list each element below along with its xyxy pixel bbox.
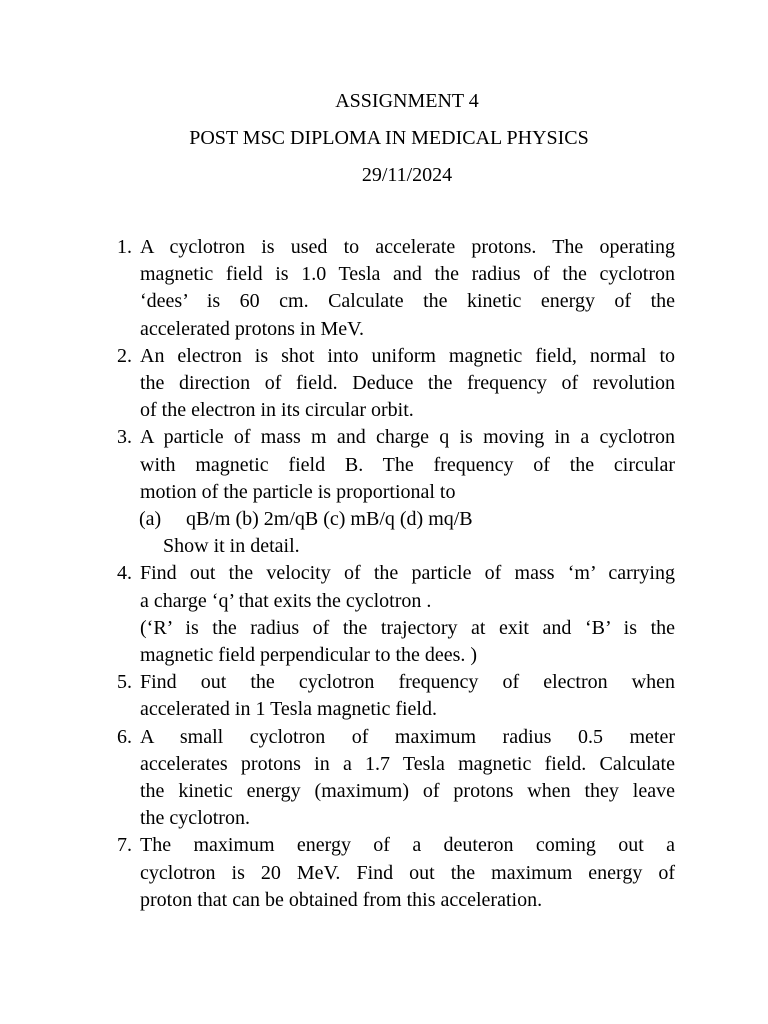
question-line: motion of the particle is proportional to <box>140 480 456 503</box>
question-3 <box>100 424 675 560</box>
question-list <box>100 234 675 914</box>
question-2 <box>100 343 675 425</box>
question-line: Find out the cyclotron frequency of electron when <box>140 671 675 694</box>
question-number: 1. <box>117 236 132 258</box>
question-line: a charge ‘q’ that exits the cyclotron . <box>140 589 432 612</box>
question-line: The maximum energy of a deuteron coming out a <box>140 834 675 857</box>
question-instruction: Show it in detail. <box>163 535 300 558</box>
question-line: proton that can be obtained from this acceleration. <box>140 888 543 911</box>
question-6 <box>100 724 675 833</box>
assignment-title: ASSIGNMENT 4 <box>335 90 479 112</box>
question-1 <box>100 234 675 343</box>
question-line: ‘dees’ is 60 cm. Calculate the kinetic energy of the <box>140 290 675 313</box>
question-number: 4. <box>117 562 132 585</box>
question-number: 7. <box>117 834 132 857</box>
question-line: the kinetic energy (maximum) of protons when they leave <box>140 780 675 803</box>
question-number: 3. <box>117 426 132 449</box>
question-line: (‘R’ is the radius of the trajectory at exit and ‘B’ is the <box>140 616 675 639</box>
question-line: the direction of field. Deduce the frequency of revolution <box>140 372 675 395</box>
question-line: A particle of mass m and charge q is moving in a cyclotron <box>140 426 675 449</box>
question-line: magnetic field is 1.0 Tesla and the radius of the cyclotron <box>140 263 675 286</box>
assignment-date: 29/11/2024 <box>361 164 453 186</box>
question-line: with magnetic field B. The frequency of the circular <box>140 453 675 476</box>
question-number: 2. <box>117 344 132 367</box>
question-line: of the electron in its circular orbit. <box>140 399 414 422</box>
question-line: A cyclotron is used to accelerate protons. The operating <box>140 236 675 258</box>
question-line: An electron is shot into uniform magnetic field, normal to <box>140 344 675 367</box>
question-line: cyclotron is 20 MeV. Find out the maximum energy of <box>140 861 675 884</box>
question-line: A small cyclotron of maximum radius 0.5 meter <box>140 725 675 748</box>
question-7 <box>100 832 675 914</box>
option-label: (a) <box>139 508 162 531</box>
question-line: Find out the velocity of the particle of mass ‘m’ carrying <box>140 562 675 585</box>
question-4 <box>100 560 675 669</box>
option-text: qB/m (b) 2m/qB (c) mB/q (d) mq/B <box>186 508 473 531</box>
question-line: the cyclotron. <box>140 807 250 830</box>
question-number: 6. <box>117 725 132 748</box>
question-number: 5. <box>117 671 132 694</box>
course-title: POST MSC DIPLOMA IN MEDICAL PHYSICS <box>189 127 589 149</box>
question-line: accelerated in 1 Tesla magnetic field. <box>140 698 437 721</box>
question-5 <box>100 669 675 723</box>
answer-options <box>139 506 675 533</box>
question-line: magnetic field perpendicular to the dees. ) <box>140 644 478 667</box>
question-line: accelerates protons in a 1.7 Tesla magnetic field. Calculate <box>140 752 675 775</box>
question-line: accelerated protons in MeV. <box>140 317 364 340</box>
